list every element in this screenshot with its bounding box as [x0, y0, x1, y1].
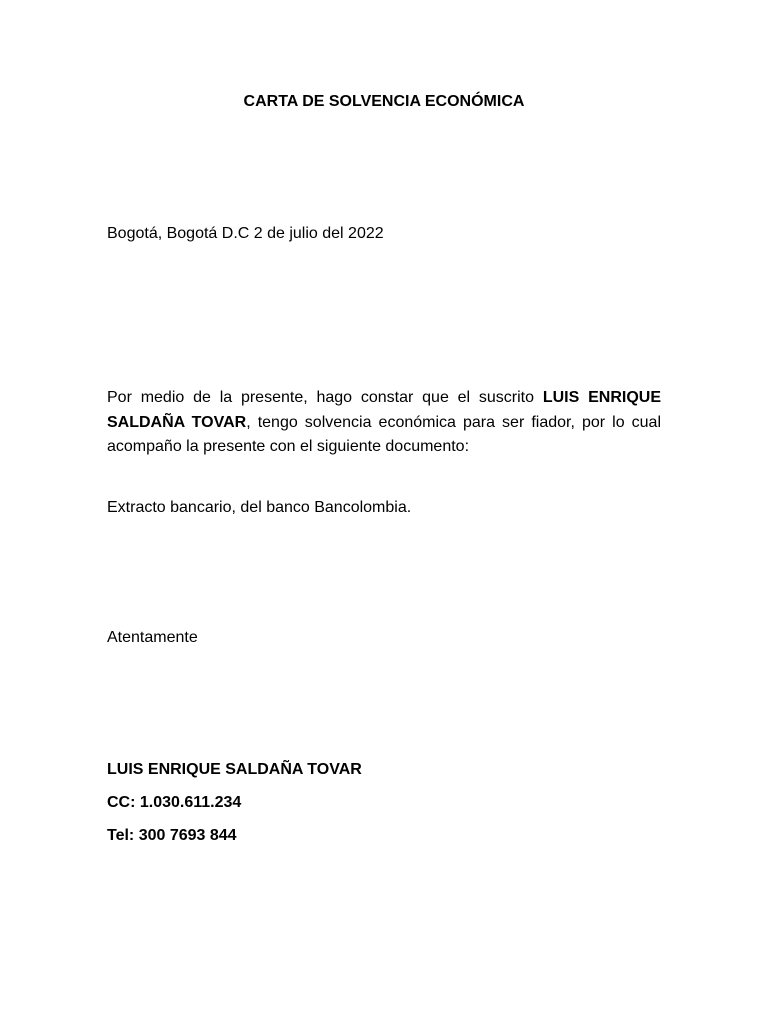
bank-statement-line: Extracto bancario, del banco Bancolombia.: [107, 499, 412, 516]
document-title: CARTA DE SOLVENCIA ECONÓMICA: [243, 93, 525, 110]
body-paragraph: [107, 386, 661, 460]
paragraph-intro: Por medio de la presente, hago constar que el suscrito: [107, 389, 543, 406]
signature-block: [107, 760, 362, 859]
paragraph-name-bold: LUIS ENRIQUE SALDAÑA TOVAR: [107, 389, 661, 431]
closing-salutation: Atentamente: [107, 629, 198, 646]
signature-cc: CC: 1.030.611.234: [107, 794, 242, 811]
place-date-line: Bogotá, Bogotá D.C 2 de julio del 2022: [107, 225, 384, 242]
signature-name: LUIS ENRIQUE SALDAÑA TOVAR: [107, 761, 362, 778]
signature-tel: Tel: 300 7693 844: [107, 827, 237, 844]
paragraph-rest: , tengo solvencia económica para ser fiador, por lo cual acompaño la presente con el siguiente documento:: [107, 413, 661, 455]
